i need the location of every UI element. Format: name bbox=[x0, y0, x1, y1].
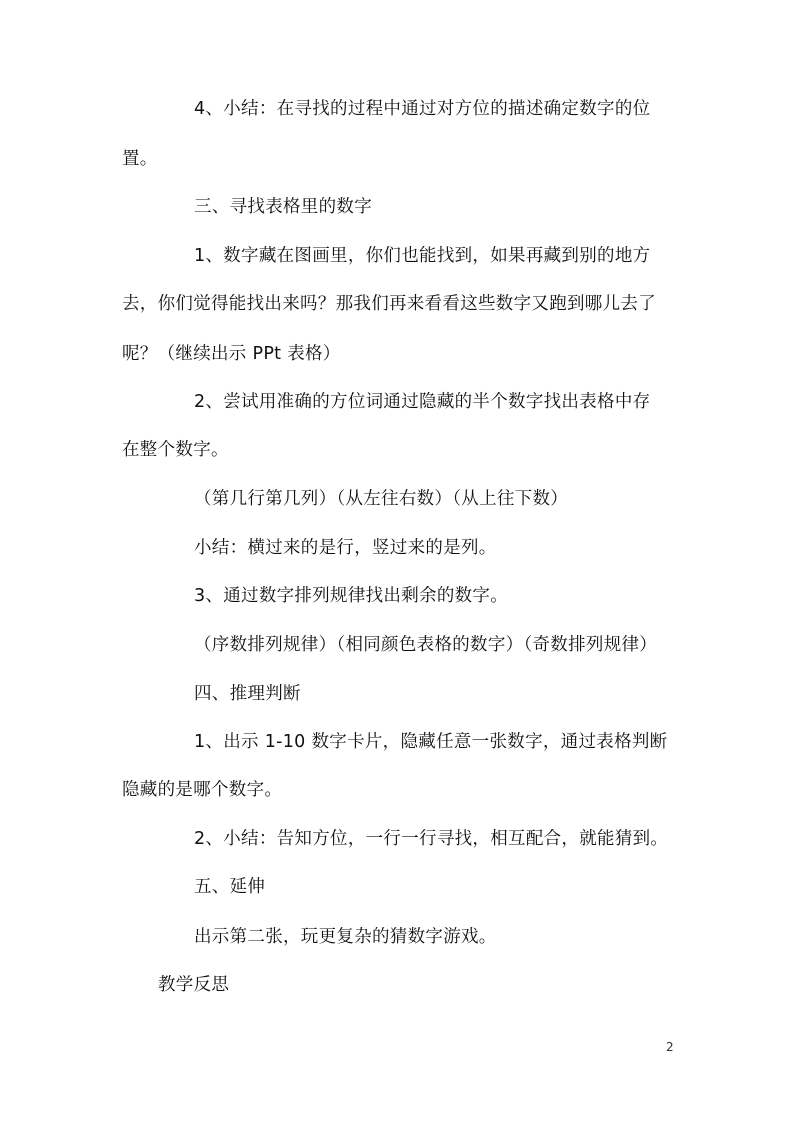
section-heading: 三、寻找表格里的数字 bbox=[194, 197, 372, 217]
paragraph-line: 隐藏的是哪个数字。 bbox=[122, 780, 283, 800]
paragraph-line: 出示第二张，玩更复杂的猜数字游戏。 bbox=[194, 927, 497, 947]
paragraph-line: 1、数字藏在图画里，你们也能找到，如果再藏到别的地方 bbox=[194, 246, 651, 266]
paragraph-line: 去，你们觉得能找出来吗？那我们再来看看这些数字又跑到哪儿去了 bbox=[122, 294, 656, 314]
paragraph-line: （第几行第几列）（从左往右数）（从上往下数） bbox=[194, 489, 569, 509]
paragraph-line: 4、小结：在寻找的过程中通过对方位的描述确定数字的位 bbox=[194, 99, 651, 119]
paragraph-line: 2、尝试用准确的方位词通过隐藏的半个数字找出表格中存 bbox=[194, 392, 651, 412]
paragraph-line: 3、通过数字排列规律找出剩余的数字。 bbox=[194, 586, 509, 606]
page-number: 2 bbox=[666, 1040, 674, 1054]
paragraph-line: 1、出示 1-10 数字卡片，隐藏任意一张数字，通过表格判断 bbox=[194, 732, 668, 752]
paragraph-line: 在整个数字。 bbox=[122, 440, 229, 460]
paragraph-line: 呢？（继续出示 PPt 表格） bbox=[122, 344, 341, 364]
paragraph-line: 2、小结：告知方位，一行一行寻找，相互配合，就能猜到。 bbox=[194, 829, 669, 849]
section-heading: 四、推理判断 bbox=[194, 684, 301, 704]
paragraph-line: （序数排列规律）（相同颜色表格的数字）（奇数排列规律） bbox=[194, 635, 658, 655]
section-heading: 教学反思 bbox=[158, 975, 230, 995]
paragraph-line: 置。 bbox=[122, 149, 158, 169]
summary-line: 小结：横过来的是行，竖过来的是列。 bbox=[194, 538, 497, 558]
section-heading: 五、延伸 bbox=[194, 877, 266, 897]
